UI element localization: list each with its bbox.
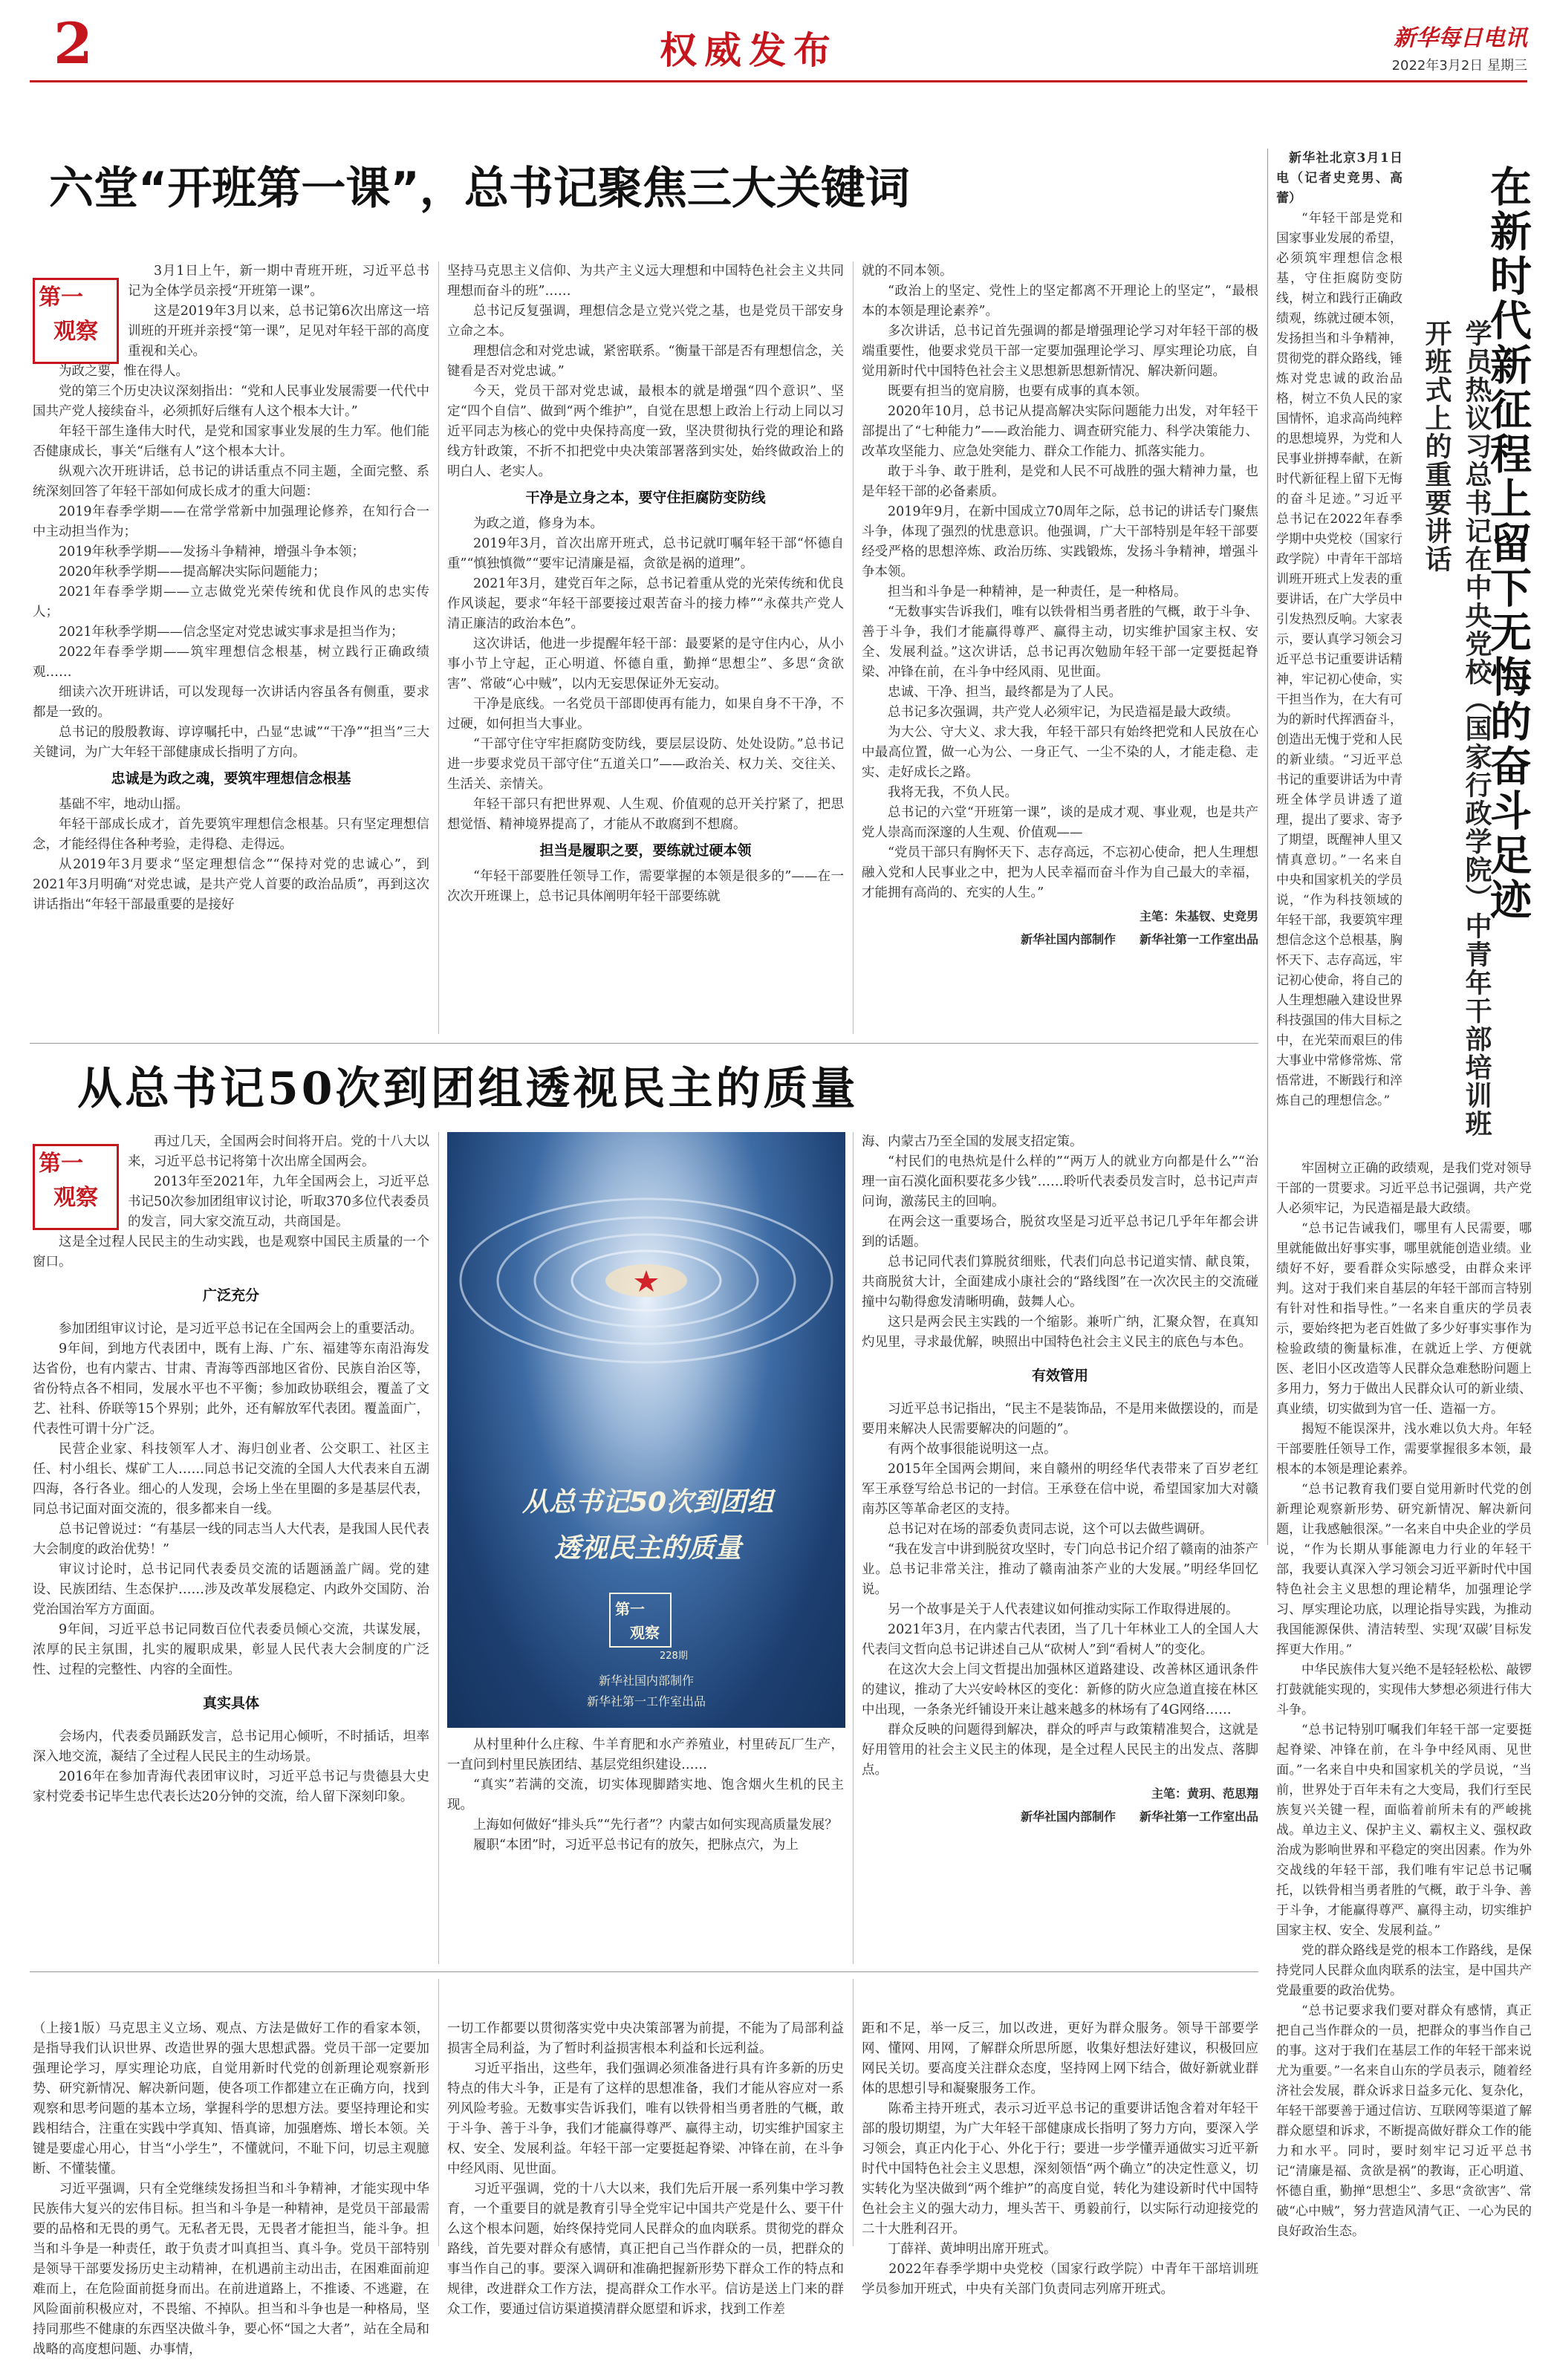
paragraph: 为政之道，修身为本。	[473, 516, 603, 531]
paragraph: 总书记曾说过：“有基层一线的同志当人大代表，是我国人民代表大会制度的政治优势！”	[33, 1522, 429, 1557]
paragraph: 2015年全国两会期间，来自赣州的明经华代表带来了百岁老红军王承登写给总书记的一封信。王承登在信中说，希望国家加大对赣南苏区等革命老区的支持。	[862, 1462, 1258, 1517]
paragraph: 今天，党员干部对党忠诚，最根本的就是增强“四个意识”、坚定“四个自信”、做到“两个维护”，自觉在思想上政治上行动上同以习近平同志为核心的党中央保持高度一致，坚决贯彻执行党的理论和路线方针政策，不折不扣把党中央决策部署落到实处，始终做政治上的明白人、老实人。	[447, 384, 844, 479]
paragraph: 2019年9月，在新中国成立70周年之际，总书记的讲话专门聚焦斗争，体现了强烈的忧患意识。他强调，广大干部特别是年轻干部要经受严格的思想淬炼、政治历练、实践锻炼，发扬斗争精神，增强斗争本领。	[862, 504, 1258, 579]
article2-producers: 新华社国内部制作 新华社第一工作室出品	[1020, 1810, 1258, 1824]
paragraph: 2021年春季学期——立志做党光荣传统和优良作风的忠实传人；	[33, 585, 429, 620]
paragraph: 总书记的六堂“开班第一课”，谈的是成才观、事业观，也是共产党人崇高而深邃的人生观、价值观——	[862, 805, 1258, 840]
subhead: 有效管用	[1031, 1368, 1088, 1384]
paragraph: 为大公、守大义、求大我，年轻干部只有始终把党和人民放在心中最高位置，做一心为公、一身正气、一尘不染的人，才能走稳、走实、走好成长之路。	[862, 725, 1258, 780]
paragraph: 这是2019年3月以来，总书记第6次出席这一培训班的开班并亲授“第一课”，足见对年轻干部的高度重视和关心。	[128, 304, 429, 359]
subhead: 广泛充分	[202, 1287, 259, 1304]
paragraph: 2020年10月，总书记从提高解决实际问题能力出发，对年轻干部提出了“七种能力”——政治能力、调查研究能力、科学决策能力、改革攻坚能力、应急处突能力、群众工作能力、抓落实能力。	[862, 404, 1258, 459]
paragraph: 在这次大会上闫文哲提出加强林区道路建设、改善林区通讯条件的建议，推动了大兴安岭林区的变化：新修的防火应急道直接在林区中出现，一条条光纤铺设开来让越来越多的林场有了4G网络……	[862, 1662, 1258, 1717]
paragraph: “无数事实告诉我们，唯有以铁骨相当勇者胜的气概，敢于斗争、善于斗争，我们才能赢得尊严、赢得主动，切实维护国家主权、安全、发展利益。”这次讲话，总书记再次勉励年轻干部一定要挺起脊梁、冲锋在前，在斗争中经风雨、见世面。	[862, 605, 1258, 680]
issue-date: 2022年3月2日 星期三	[1391, 58, 1527, 74]
paragraph: 干净是底线。一名党员干部即使再有能力，如果自身不干净，不过硬，如何担当大事业。	[447, 697, 844, 732]
column-divider	[853, 1979, 854, 2246]
paragraph: “总书记教育我们要自觉用新时代党的创新理论观察新形势、研究新情况、解决新问题，让我感触很深。”一名来自中央企业的学员说，“作为长期从事能源电力行业的年轻干部，我要认真深入学习领会习近平新时代中国特色社会主义思想的理论精华，加强理论学习、厚实理论功底，以理论指导实践，为推动我国能源保供、清洁转型、实现‘双碳’目标发挥更大作用。”	[1276, 1482, 1532, 1657]
paragraph: 群众反映的问题得到解决，群众的呼声与政策精准契合，这就是好用管用的社会主义民主的体现，是全过程人民民主的出发点、落脚点。	[862, 1723, 1258, 1778]
paragraph: 2013年至2021年，九年全国两会上，习近平总书记50次参加团组审议讨论，听取370多位代表委员的发言，同大家交流互动，共商国是。	[128, 1174, 429, 1229]
paragraph: 总书记多次强调，共产党人必须牢记，为民造福是最大政绩。	[888, 705, 1239, 720]
paragraph: “政治上的坚定、党性上的坚定都离不开理论上的坚定”，“最根本的本领是理论素养”。	[862, 284, 1258, 319]
paragraph: 会场内，代表委员踊跃发言，总书记用心倾听，不时插话，坦率深入地交流，凝结了全过程人民民主的生动场景。	[33, 1729, 429, 1764]
paragraph: “年轻干部要胜任领导工作，需要掌握的本领是很多的”——在一次次开班课上，总书记具体阐明年轻干部要练就	[447, 869, 844, 904]
paragraph: 敢于斗争、敢于胜利，是党和人民不可战胜的强大精神力量，也是年轻干部的必备素质。	[862, 464, 1258, 499]
paragraph: 多次讲话，总书记首先强调的都是增强理论学习对年轻干部的极端重要性，他要求党员干部一定要加强理论学习、厚实理论功底，自觉用新时代中国特色社会主义思想新思想新情况、解决新问题。	[862, 324, 1258, 379]
paragraph: 年轻干部生逢伟大时代，是党和国家事业发展的生力军。他们能否健康成长，事关“后继有人”这个根本大计。	[33, 424, 429, 459]
cover-title-line1: 从总书记50次到团组	[521, 1487, 774, 1518]
column-divider	[853, 1132, 854, 1964]
paragraph: 民营企业家、科技领军人才、海归创业者、公交职工、社区主任、村小组长、煤矿工人……同总书记交流的全国人大代表来自五湖四海，各行各业。细心的人发现，会场上坐在里圈的多是基层代表，同总书记面对面交流的，很多都来自一线。	[33, 1442, 429, 1517]
paragraph: 为政之要，惟在得人。	[59, 364, 189, 379]
article1-producers: 新华社国内部制作 新华社第一工作室出品	[1020, 932, 1258, 946]
ceiling-pattern	[447, 1132, 845, 1444]
article1-col1	[33, 261, 429, 1034]
paragraph: 参加团组审议讨论，是习近平总书记在全国两会上的重要活动。	[59, 1321, 423, 1336]
paragraph: 总书记的殷殷教诲、谆谆嘱托中，凸显“忠诚”“干净”“担当”三大关键词，为广大年轻干部健康成长指明了方向。	[33, 725, 429, 760]
paragraph: 这次讲话，他进一步提醒年轻干部：最要紧的是守住内心，从小事小节上守起，正心明道、怀德自重，勤掸“思想尘”、多思“贪欲害”、常破“心中贼”，以内无妄思保证外无妄动。	[447, 637, 844, 692]
subhead: 担当是履职之要，要练就过硬本领	[539, 842, 752, 859]
paragraph: 担当和斗争是一种精神，是一种责任，是一种格局。	[888, 585, 1187, 599]
continued-col2: 一切工作都要以贯彻落实党中央决策部署为前提，不能为了局部利益损害全局利益，为了暂时利益损害根本利益和长远利益。 习近平指出，这些年，我们强调必须准备进行具有许多新的历史特点的伟大斗争，正是有了这样的思想准备，我们才能从容应对一系列风险考验。无数事实告诉我们，唯有以铁骨相当勇者胜的气概，敢于斗争、善于斗争，我们才能赢得尊严、赢得主动，切实维护国家主权、安全、发展利益。年轻干部一定要挺起脊梁、冲锋在前，在斗争中经风雨、见世面。 习近平强调，党的十八大以来，我们先后开展一系列集中学习教育，一个重要目的就是教育引导全党牢记中国共产党是什么、要干什么这个根本问题，始终保持党同人民群众的血肉联系。贯彻党的群众路线，首先要对群众有感情，真正把自己当作群众的一员，把群众的事当作自己的事。要深入调研和准确把握新形势下群众工作的特点和规律，改进群众工作方法，提高群众工作水平。信访是送上门来的群众工作，要通过信访渠道摸清群众愿望和诉求，找到工作差	[447, 2021, 844, 2317]
paragraph: 坚持马克思主义信仰、为共产主义远大理想和中国特色社会主义共同理想而奋斗的班”……	[447, 264, 844, 299]
paragraph: 从2019年3月要求“坚定理想信念”“保持对党的忠诚心”，到2021年3月明确“对党忠诚，是共产党人首要的政治品质”，再到这次讲话指出“年轻干部最重要的是接好	[33, 857, 429, 912]
cover-badge: 第一 观察	[609, 1593, 672, 1648]
paragraph: 2021年秋季学期——信念坚定对党忠诚实事求是担当作为；	[59, 625, 404, 640]
paragraph: 这只是两会民主实践的一个缩影。兼听广纳，汇聚众智，在真知灼见里，寻求最优解，映照出中国特色社会主义民主的底色与本色。	[862, 1315, 1258, 1350]
paragraph: “总书记特别叮嘱我们年轻干部一定要挺起脊梁、冲锋在前，在斗争中经风雨、见世面。”一名来自中央和国家机关的学员说，“当前，世界处于百年未有之大变局，我们行至民族复兴关键一程，面临着前所未有的严峻挑战。单边主义、保护主义、霸权主义、强权政治成为影响世界和平稳定的突出因素。作为外交战线的年轻干部，我们唯有牢记总书记嘱托，以铁骨相当勇者胜的气概，敢于斗争、善于斗争，才能赢得尊严、赢得主动，切实维护国家主权、安全、发展利益。”	[1276, 1723, 1532, 1938]
paragraph: “村民们的电热炕是什么样的”“两万人的就业方向都是什么”“治理一亩石漠化面积要花多少钱”……聆听代表委员发言时，总书记声声问询，激荡民主的回响。	[862, 1154, 1258, 1209]
cover-producer1: 新华社国内部制作	[598, 1674, 694, 1688]
subhead: 忠诚是为政之魂，要筑牢理想信念根基	[111, 770, 351, 787]
paragraph: 履职“本团”时，习近平总书记有的放矢，把脉点穴，为上	[473, 1838, 799, 1853]
paragraph: “我在发言中讲到脱贫攻坚时，专门向总书记介绍了赣南的油茶产业。总书记非常关注，推动了赣南油茶产业的大发展。”明经华回忆说。	[862, 1542, 1258, 1597]
badge-text-top: 第一	[39, 285, 83, 310]
paragraph: “总书记要求我们要对群众有感情，真正把自己当作群众的一员，把群众的事当作自己的事。这对于我们在基层工作的年轻干部来说尤为重要。”一名来自山东的学员表示，随着经济社会发展，群众诉求日益多元化、复杂化，年轻干部要善于通过信访、互联网等渠道了解群众愿望和诉求，不断提高做好群众工作的能力和水平。同时，要时刻牢记习近平总书记“清廉是福、贪欲是祸”的教诲，正心明道、怀德自重，勤掸“思想尘”、多思“贪欲害”、常破“心中贼”，努力营造风清气正、一心为民的良好政治生态。	[1276, 2003, 1532, 2239]
paragraph: 海、内蒙古乃至全国的发展支招定策。	[862, 1134, 1083, 1149]
section-rule	[30, 1971, 1258, 1972]
paragraph: 党的第三个历史决议深刻指出：“党和人民事业发展需要一代代中国共产党人接续奋斗，必须抓好后继有人这个根本大计。”	[33, 384, 429, 419]
paragraph: “干部守住守牢拒腐防变防线，要层层设防、处处设防。”总书记进一步要求党员干部守住“五道关口”——政治关、权力关、交往关、生活关、亲情关。	[447, 737, 844, 792]
article1-col2	[447, 261, 844, 1034]
badge-text-top: 第一	[39, 1151, 83, 1177]
article1-intro: 3月1日上午，新一期中青班开班，习近平总书记为全体学员亲授“开班第一课”。	[128, 264, 429, 299]
brand-logo: 新华每日电讯	[1394, 25, 1527, 51]
paragraph: 揭短不能误深井，浅水难以负大舟。年轻干部要胜任领导工作，需要掌握很多本领，最根本的本领是理论素养。	[1276, 1422, 1532, 1477]
paragraph: 既要有担当的宽肩膀，也要有成事的真本领。	[888, 384, 1148, 399]
sidebar-lower-text	[1276, 1159, 1532, 2239]
badge-text-bottom: 观察	[53, 319, 98, 345]
continued-col1: （上接1版）马克思主义立场、观点、方法是做好工作的看家本领，是指导我们认识世界、改造世界的强大思想武器。党员干部一定要加强理论学习，厚实理论功底，自觉用新时代党的创新理论观察新形势、研究新情况、解决新问题，使各项工作都建立在正确方向，找到观察和思考问题的基本立场，掌握科学的思想方法。要坚持理论和实践相结合，注重在实践中学真知、悟真谛，加强磨炼、增长本领。关键是要虚心用心，甘当“小学生”，不懂就问，不耻下问，切忌主观臆断、不懂装懂。 习近平强调，只有全党继续发扬担当和斗争精神，才能实现中华民族伟大复兴的宏伟目标。担当和斗争是一种精神，是党员干部最需要的品格和无畏的勇气。无私者无畏，无畏者才能担当，能斗争。担当和斗争是一种责任，敢于负责才叫真担当、真斗争。党员干部特别是领导干部要发扬历史主动精神，在机遇前主动出击，在困难面前迎难而上，在危险面前挺身而出。在前进道路上，不推诿、不逃避，在风险面前积极应对，不畏缩、不掉队。担当和斗争也是一种格局，坚持同那些不健康的东西坚决做斗争，要心怀“国之大者”，站在全局和战略的高度想问题、办事情，	[33, 2021, 429, 2357]
paragraph: “真实”若满的交流，切实体现脚踏实地、饱含烟火生机的民主现。	[447, 1778, 844, 1812]
sidebar-headline: 在新时代新征程上留下无悔的奋斗足迹	[1483, 165, 1532, 923]
paragraph: 就的不同本领。	[862, 264, 953, 279]
paragraph: 理想信念和对党忠诚，紧密联系。“衡量干部是否有理想信念，关键看是否对党忠诚。”	[447, 344, 844, 379]
paragraph: 9年间，习近平总书记同数百位代表委员倾心交流，共谋发展，浓厚的民主氛围，扎实的履职成果，彰显人民代表大会制度的广泛性、过程的完整性、内容的全面性。	[33, 1622, 429, 1677]
sidebar-divider	[1267, 149, 1268, 1545]
continued-col3: 距和不足，举一反三，加以改进，更好为群众服务。领导干部要学网、懂网、用网，了解群众所思所愿，收集好想法好建议，积极回应网民关切。要高度关注群众态度，坚持网上网下结合，做好新就业群体的思想引导和凝聚服务工作。 陈希主持开班式，表示习近平总书记的重要讲话饱含着对年轻干部的殷切期望，为广大年轻干部健康成长指明了努力方向，要深入学习领会，真正内化于心、外化于行；要进一步学懂弄通做实习近平新时代中国特色社会主义思想，深刻领悟“两个确立”的决定性意义，切实转化为坚决做到“两个维护”的高度自觉，转化为建设新时代中国特色社会主义的强大动力，埋头苦干、勇毅前行，以实际行动迎接党的二十大胜利召开。 丁薛祥、黄坤明出席开班式。 2022年春季学期中央党校（国家行政学院）中青年干部培训班学员参加开班式，中央有关部门负责同志列席开班式。	[862, 2021, 1258, 2297]
paragraph: 上海如何做好“排头兵”“先行者”？内蒙古如何实现高质量发展？	[473, 1818, 838, 1833]
badge-text-bottom: 观察	[53, 1185, 98, 1211]
paragraph: 2020年秋季学期——提高解决实际问题能力；	[59, 565, 326, 579]
paragraph: 在两会这一重要场合，脱贫攻坚是习近平总书记几乎年年都会讲到的话题。	[862, 1215, 1258, 1249]
paragraph: 9年间，到地方代表团中，既有上海、广东、福建等东南沿海发达省份，也有内蒙古、甘肃、青海等西部地区省份、民族自治区等，省份特点各不相同，发展水平也不平衡；参加政协联组会，覆盖了文艺、社科、侨联等15个界别；此外，还有解放军代表团。覆盖面广，代表性可谓十分广泛。	[33, 1342, 429, 1437]
article2-col2	[447, 1735, 844, 1958]
column-divider	[438, 261, 439, 1034]
paragraph: 审议讨论时，总书记同代表委员交流的话题涵盖广阔。党的建设、民族团结、生态保护……涉及改革发展稳定、内政外交国防、治党治国治军方方面面。	[33, 1562, 429, 1617]
article1-headline: 六堂“开班第一课”，总书记聚焦三大关键词	[49, 163, 910, 215]
paragraph: 年轻干部只有把世界观、人生观、价值观的总开关拧紧了，把思想觉悟、精神境界提高了，才能从不敢腐到不想腐。	[447, 797, 844, 832]
article2-intro: 再过几天，全国两会时间将开启。党的十八大以来，习近平总书记将第十次出席全国两会。	[128, 1134, 429, 1169]
paragraph: 基础不牢，地动山摇。	[59, 797, 189, 812]
cover-title-line2: 透视民主的质量	[553, 1533, 741, 1564]
cover-image	[447, 1132, 845, 1728]
paragraph: 2019年春季学期——在常学常新中加强理论修养，在知行合一中主动担当作为；	[33, 504, 429, 539]
paragraph: 从村里种什么庄稼、牛羊育肥和水产养殖业，村里砖瓦厂生产，一直问到村里民族团结、基层党组织建设……	[447, 1737, 844, 1772]
article2-col3	[862, 1132, 1258, 1964]
column-divider	[438, 1132, 439, 1964]
paragraph: “党员干部只有胸怀天下、志存高远，不忘初心使命，把人生理想融入党和人民事业之中，把为人民幸福而奋斗作为自己最大的幸福，才能拥有高尚的、充实的人生。”	[862, 845, 1258, 900]
paragraph: 细读六次开班讲话，可以发现每一次讲话内容虽各有侧重，要求都是一致的。	[33, 685, 429, 720]
paragraph: “年轻干部是党和国家事业发展的希望，必须筑牢理想信念根基，守住拒腐防变防线，树立和践行正确政绩观，练就过硬本领，发扬担当和斗争精神，贯彻党的群众路线，锤炼对党忠诚的政治品格，树立不负人民的家国情怀，追求高尚纯粹的思想境界，为党和人民事业拼搏奉献，在新时代新征程上留下无悔的奋斗足迹。”习近平总书记在2022年春季学期中央党校（国家行政学院）中青年干部培训班开班式上发表的重要讲话，在广大学员中引发热烈反响。大家表示，要认真学习领会习近平总书记重要讲话精神，牢记初心使命，实干担当作为，在大有可为的新时代挥洒奋斗，创造出无愧于党和人民的新业绩。“习近平总书记的重要讲话为中青班全体学员讲透了道理，提出了要求、寄予了期望，既醒神人里又情真意切。”一名来自中央和国家机关的学员说，“作为科技领域的年轻干部，我要筑牢理想信念这个总根基，胸怀天下、志存高远，牢记初心使命，将自己的人生理想融入建设世界科技强国的伟大目标之中，在光荣而艰巨的伟大事业中常修常炼、常悟常进，不断践行和淬炼自己的理想信念。”	[1276, 211, 1402, 1108]
article2-col1	[33, 1132, 429, 1964]
article2-headline: 从总书记50次到团组透视民主的质量	[77, 1063, 859, 1115]
column-divider	[853, 261, 854, 1034]
paragraph: 2021年3月，在内蒙古代表团，当了几十年林业工人的全国人大代表闫文哲向总书记讲述自己从“砍树人”到“看树人”的变化。	[862, 1622, 1258, 1657]
paragraph: 2016年在参加青海代表团审议时，习近平总书记与贵德县大史家村党委书记毕生忠代表长达20分钟的交流，给人留下深刻印象。	[33, 1769, 429, 1804]
cover-issue: 228期	[660, 1651, 688, 1662]
paragraph: 中华民族伟大复兴绝不是轻轻松松、敲锣打鼓就能实现的，实现伟大梦想必须进行伟大斗争。	[1276, 1662, 1532, 1717]
article2-byline: 主笔：黄玥、范思翔	[1151, 1786, 1258, 1801]
cover-producer2: 新华社第一工作室出品	[586, 1694, 706, 1708]
header-rule	[30, 80, 1527, 82]
paragraph: 2022年春季学期——筑牢理想信念根基，树立践行正确政绩观……	[33, 645, 429, 680]
paragraph: 另一个故事是关于人代表建议如何推动实际工作取得进展的。	[888, 1602, 1239, 1617]
paragraph: 总书记反复强调，理想信念是立党兴党之基，也是党员干部安身立命之本。	[447, 304, 844, 339]
sidebar-dateline-col	[1276, 149, 1402, 1144]
paragraph: 习近平总书记指出，“民主不是装饰品，不是用来做摆设的，而是要用来解决人民需要解决的问题的”。	[862, 1402, 1258, 1437]
column-divider	[438, 1979, 439, 2246]
paragraph: 党的群众路线是党的根本工作路线，是保持党同人民群众血肉联系的法宝，是中国共产党最重要的政治优势。	[1276, 1943, 1532, 1998]
paragraph: 这是全过程人民民主的生动实践，也是观察中国民主质量的一个窗口。	[33, 1235, 429, 1269]
sidebar-dateline: 新华社北京3月1日电（记者史竞男、高蕾）	[1276, 151, 1402, 206]
subhead: 干净是立身之本，要守住拒腐防变防线	[525, 490, 766, 506]
sidebar-subhead: 学员热议习总书记在中央党校（国家行政学院）中青年干部培训班开班式上的重要讲话	[1421, 319, 1492, 1138]
paragraph: 2021年3月，建党百年之际，总书记着重从党的光荣传统和优良作风谈起，要求“年轻干部要接过艰苦奋斗的接力棒”“永葆共产党人清正廉洁的政治本色”。	[447, 576, 844, 631]
paragraph: 总书记对在场的部委负责同志说，这个可以去做些调研。	[888, 1522, 1213, 1537]
section-rule	[30, 1043, 1258, 1044]
paragraph: 有两个故事很能说明这一点。	[888, 1442, 1057, 1457]
paragraph: 2019年3月，首次出席开班式，总书记就叮嘱年轻干部“怀德自重”“慎独慎微”“要牢记清廉是福，贪欲是祸的道理”。	[447, 536, 844, 571]
paragraph: 忠诚、干净、担当，最终都是为了人民。	[888, 685, 1122, 700]
subhead: 真实具体	[202, 1695, 259, 1711]
page-header	[30, 10, 1527, 77]
paragraph: 总书记同代表们算脱贫细账，代表们向总书记道实情、献良策，共商脱贫大计，全面建成小康社会的“路线图”在一次次民主的交流碰撞中勾勒得愈发清晰明确，鼓舞人心。	[862, 1255, 1258, 1310]
page-number: 2	[53, 10, 93, 77]
paragraph: 年轻干部成长成才，首先要筑牢理想信念根基。只有坚定理想信念，才能经得住各种考验，走得稳、走得远。	[33, 817, 429, 852]
paragraph: 纵观六次开班讲话，总书记的讲话重点不同主题，全面完整、系统深刻回答了年轻干部如何成长成才的重大问题：	[33, 464, 429, 499]
section-title: 权威发布	[660, 29, 838, 72]
article1-byline: 主笔：朱基钗、史竞男	[1139, 909, 1258, 923]
paragraph: 牢固树立正确的政绩观，是我们党对领导干部的一贯要求。习近平总书记强调，共产党人必须牢记，为民造福是最大政绩。	[1276, 1161, 1532, 1216]
paragraph: “总书记告诫我们，哪里有人民需要，哪里就能做出好事实事，哪里就能创造业绩。业绩好不好，要看群众实际感受，由群众来评判。这对于我们来自基层的年轻干部而言特别有针对性和指导性。”一名来自重庆的学员表示，要始终把为老百姓做了多少好事实事作为检验政绩的衡量标准，在就近上学、方便就医、老旧小区改造等人民群众急难愁盼问题上多用力，努力于做出人民群众认可的新业绩、真业绩，切实做到为官一任、造福一方。	[1276, 1221, 1532, 1417]
paragraph: 2019年秋季学期——发扬斗争精神，增强斗争本领；	[59, 544, 365, 559]
paragraph: 我将无我，不负人民。	[888, 785, 1018, 800]
article1-col3	[862, 261, 1258, 1034]
